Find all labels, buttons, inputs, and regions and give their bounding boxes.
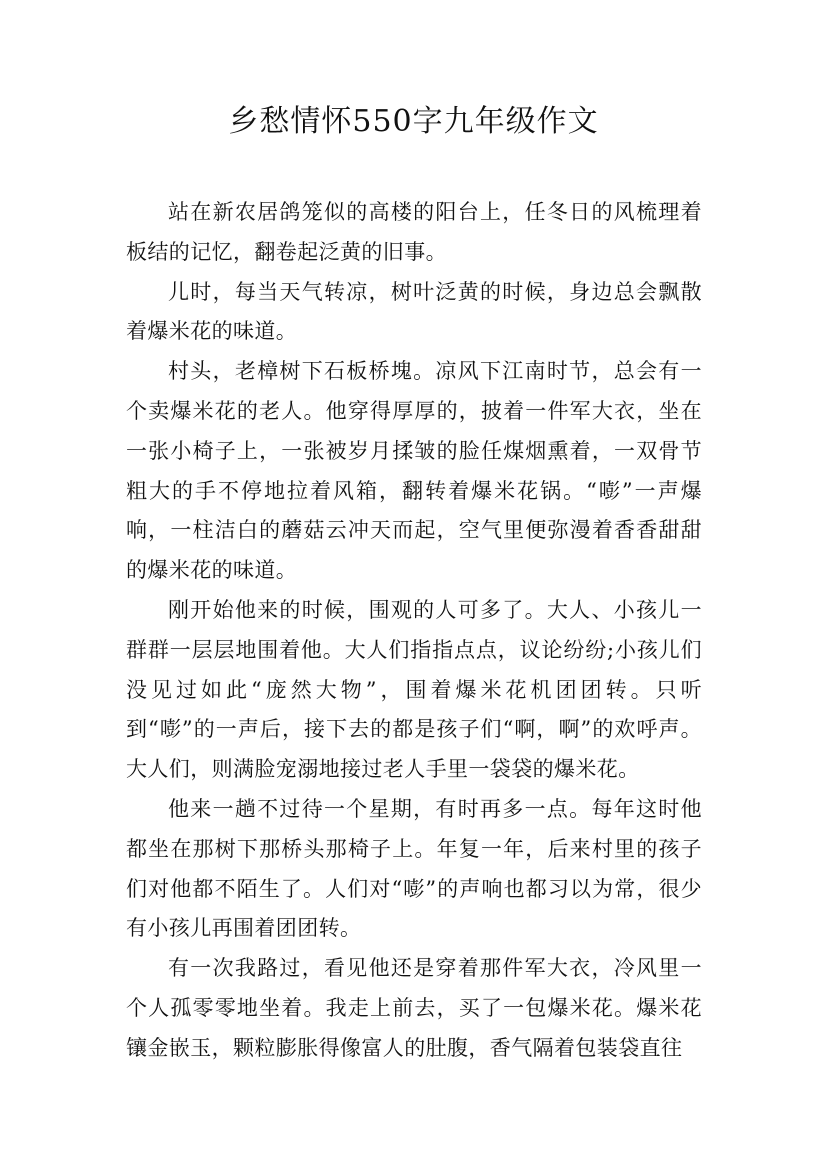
paragraph-5: 他来一趟不过待一个星期，有时再多一点。每年这时他都坐在那树下那桥头那椅子上。年复一年，后来村里的孩子们对他都不陌生了。人们对“嘭”的声响也都习以为常，很少有小孩儿再围着团团转。 xyxy=(126,796,702,941)
paragraph-2: 儿时，每当天气转凉，树叶泛黄的时候，身边总会飘散着爆米花的味道。 xyxy=(126,279,702,344)
paragraph-6: 有一次我路过，看见他还是穿着那件军大衣，冷风里一个人孤零零地坐着。我走上前去，买了一包爆米花。爆米花镶金嵌玉，颗粒膨胀得像富人的肚腹，香气隔着包装袋直往 xyxy=(126,956,702,1060)
document-title: 乡愁情怀550字九年级作文 xyxy=(228,104,599,139)
paragraph-1: 站在新农居鸽笼似的高楼的阳台上，任冬日的风梳理着板结的记忆，翻卷起泛黄的旧事。 xyxy=(126,200,702,264)
paragraph-4: 刚开始他来的时候，围观的人可多了。大人、小孩儿一群群一层层地围着他。大人们指指点点，议论纷纷;小孩儿们没见过如此“庞然大物”，围着爆米花机团团转。只听到“嘭”的一声后，接下去的都是孩子们“啊，啊”的欢呼声。大人们，则满脸宠溺地接过老人手里一袋袋的爆米花。 xyxy=(126,597,702,782)
paragraph-3: 村头，老樟树下石板桥塊。凉风下江南时节，总会有一个卖爆米花的老人。他穿得厚厚的，披着一件军大衣，坐在一张小椅子上，一张被岁月揉皱的脸任煤烟熏着，一双骨节粗大的手不停地拉着风箱，翻转着爆米花锅。“嘭”一声爆响，一柱洁白的蘑菇云冲天而起，空气里便弥漫着香香甜甜的爆米花的味道。 xyxy=(126,359,702,583)
article-body xyxy=(126,193,702,1069)
